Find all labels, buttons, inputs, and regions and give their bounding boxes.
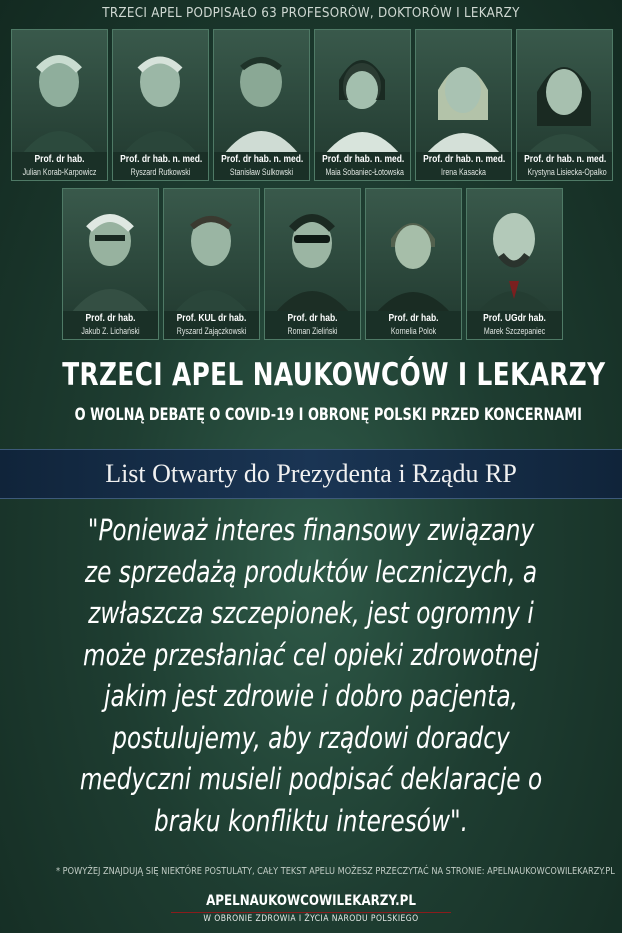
portrait-photo: [265, 189, 360, 313]
signatory-caption: [517, 152, 612, 180]
signatory-title: Prof. UGdr hab.: [483, 313, 546, 324]
quote-line: ze sprzedażą produktów leczniczych, a: [84, 554, 538, 589]
signatory-name: Marek Szczepaniec: [483, 326, 546, 336]
main-title: TRZECI APEL NAUKOWCÓW I LEKARZY: [62, 357, 606, 393]
signatory-card: [314, 29, 411, 181]
signatory-name: Julian Korab-Karpowicz: [22, 167, 97, 177]
signatory-name: Krystyna Lisiecka-Opalko: [527, 167, 607, 177]
signatory-card: [62, 188, 159, 340]
signatory-name: Ryszard Zajączkowski: [176, 326, 247, 336]
signatory-card: [365, 188, 462, 340]
signatory-name: Kornelia Polok: [390, 326, 437, 336]
signatory-caption: [214, 152, 309, 180]
signatory-caption: [164, 311, 259, 339]
quote-line: może przesłaniać cel opieki zdrowotnej: [83, 637, 539, 672]
signatory-card: [112, 29, 209, 181]
signatory-caption: [12, 152, 107, 180]
signatory-card: [516, 29, 613, 181]
quote-line: medyczni musieli podpisać deklaracje o: [79, 762, 543, 796]
signatory-caption: [63, 311, 158, 339]
signatory-card: [264, 188, 361, 340]
portrait-photo: [517, 30, 612, 154]
signatory-title: Prof. KUL dr hab.: [176, 313, 247, 324]
signatory-title: Prof. dr hab. n. med.: [524, 154, 607, 165]
signatories-row-2: [62, 188, 622, 340]
quote-line: jakim jest zdrowie i dobro pacjenta,: [104, 679, 518, 713]
signatory-title: Prof. dr hab. n. med.: [322, 154, 405, 165]
signatory-name: Ryszard Rutkowski: [130, 167, 191, 177]
signatory-card: [163, 188, 260, 340]
portrait-photo: [214, 30, 309, 154]
signatory-caption: [265, 311, 360, 339]
signatory-name: Roman Zieliński: [287, 326, 338, 336]
signatory-caption: [113, 152, 208, 180]
signatory-title: Prof. dr hab. n. med.: [221, 154, 304, 165]
signatory-title: Prof. dr hab.: [85, 313, 136, 324]
signatories-row-1: [11, 29, 622, 181]
sub-title: O WOLNĄ DEBATĘ O COVID-19 I OBRONĘ POLSKI PRZED KONCERNAMI: [74, 405, 582, 425]
quote-line: "Ponieważ interes finansowy związany: [87, 513, 535, 547]
portrait-photo: [315, 30, 410, 154]
signatory-caption: [467, 311, 562, 339]
signatory-title: Prof. dr hab. n. med.: [120, 154, 203, 165]
quote-block: [0, 510, 622, 842]
quote-line: postulujemy, aby rządowi doradcy: [112, 720, 510, 755]
portrait-photo: [12, 30, 107, 154]
site-underline: [171, 912, 451, 913]
signatory-caption: [416, 152, 511, 180]
site-tagline: W OBRONIE ZDROWIA I ŻYCIA NARODU POLSKIEGO: [203, 914, 419, 924]
portrait-photo: [467, 189, 562, 313]
signatory-name: Stanisław Sulkowski: [229, 167, 294, 177]
signatory-title: Prof. dr hab.: [34, 154, 85, 165]
signatory-title: Prof. dr hab.: [287, 313, 338, 324]
footnote: * POWYŻEJ ZNAJDUJĄ SIĘ NIEKTÓRE POSTULATY, CAŁY TEKST APELU MOŻESZ PRZECZYTAĆ NA STRONIE: APELNAUKOWCOWILEKARZY.PL: [55, 866, 615, 877]
signatory-name: Irena Kasacka: [441, 167, 486, 177]
signatory-card: [415, 29, 512, 181]
quote-line: braku konfliktu interesów".: [153, 803, 468, 838]
portrait-photo: [416, 30, 511, 154]
portrait-photo: [164, 189, 259, 313]
signatory-caption: [366, 311, 461, 339]
signatory-caption: [315, 152, 410, 180]
top-heading: TRZECI APEL PODPISAŁO 63 PROFESORÓW, DOKTORÓW I LEKARZY: [102, 6, 520, 21]
portrait-photo: [113, 30, 208, 154]
site-url: APELNAUKOWCOWILEKARZY.PL: [206, 893, 416, 909]
portrait-photo: [366, 189, 461, 313]
signatory-name: Jakub Z. Lichański: [81, 326, 140, 336]
portrait-photo: [63, 189, 158, 313]
letter-band: [0, 449, 622, 499]
signatory-card: [466, 188, 563, 340]
signatory-name: Maia Sobaniec-Łotowska: [325, 167, 404, 177]
signatory-card: [11, 29, 108, 181]
letter-heading: List Otwarty do Prezydenta i Rządu RP: [105, 459, 517, 488]
signatory-card: [213, 29, 310, 181]
signatory-title: Prof. dr hab. n. med.: [423, 154, 506, 165]
quote-line: zwłaszcza szczepionek, jest ogromny i: [88, 596, 534, 630]
signatory-title: Prof. dr hab.: [388, 313, 439, 324]
